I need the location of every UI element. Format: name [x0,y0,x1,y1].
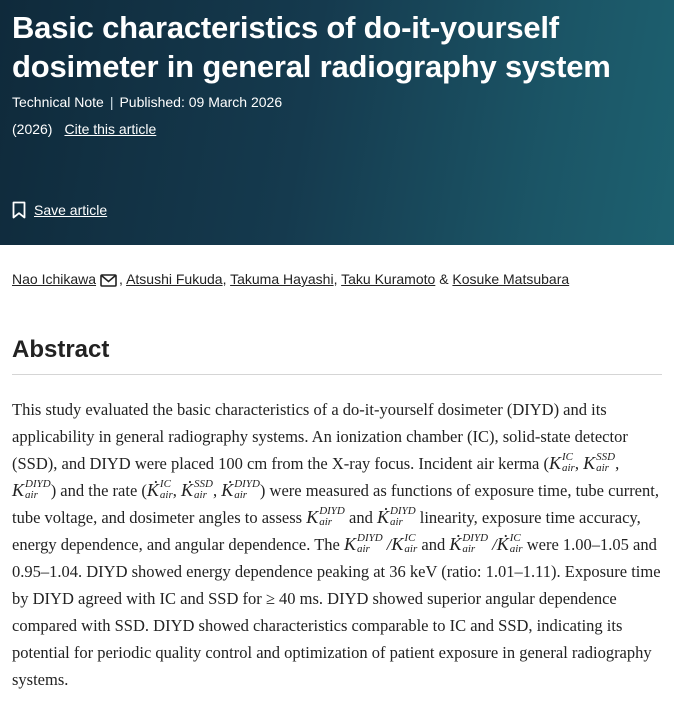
article-header [0,0,674,245]
article-title: Basic characteristics of do-it-yourself dosimeter in general radiography system [12,10,611,84]
email-icon[interactable] [100,272,117,292]
symbol-k-air-ssd: K SSD air [583,451,616,474]
save-article-button[interactable] [12,201,107,219]
author-connector: & [439,271,449,287]
bookmark-icon [12,201,26,219]
cite-article-link[interactable]: Cite this article [64,121,157,137]
author-link[interactable]: Kosuke Matsubara [452,271,570,287]
ratio-kdot-diyd-ic: · K DIYD air /· K IC air [449,535,522,554]
article-type: Technical Note [12,94,104,110]
article-citation [12,120,156,138]
symbol-kdot-air-diyd: · K DIYD air [377,508,416,527]
abstract-text: This study evaluated the basic characteristics of a do-it-yourself dosimeter (DIYD) and its applicability in general radiography systems. An ionization chamber (IC), solid-state detector (SSD), and DIYD were placed 100 cm from the X-ray focus. Incident air kerma (K IC air , K SSD air , K DIYD air ) and the rate (· K IC air , · K SSD air , · K DIYD air ) were measured as functions of exposure time, tube current, tube voltage, and dosimeter angles to assess K DIYD air and · K DIYD air linearity, exposure time accuracy, energy dependence, and angular dependence. The K DIYD air /K IC air and · K DIYD air /· K IC air were 1.00–1.05 and 0.95–1.04. DIYD showed energy dependence peaking at 36 keV (ratio: 1.01–1.11). Exposure time by DIYD agreed with IC and SSD for ≥ 40 ms. DIYD showed superior angular dependence compared with SSD. DIYD showed characteristics comparable to IC and SSD, indicating its potential for periodic quality control and optimization of patient exposure in general radiography systems. [12,396,662,693]
article-meta [12,93,282,111]
symbol-k-air-ic: K IC air [548,451,575,474]
author-list: Nao Ichikawa , Atsushi Fukuda, Takuma Hayashi, Taku Kuramoto & Kosuke Matsubara [12,269,569,292]
author-link[interactable]: Taku Kuramoto [341,271,436,287]
ratio-k-diyd-ic: K DIYD air /K IC air [343,532,418,555]
symbol-kdot-air-ssd: · K SSD air [181,481,213,500]
author-link[interactable]: Nao Ichikawa [12,271,97,287]
section-divider [12,374,662,375]
published-date: Published: 09 March 2026 [119,94,283,110]
meta-separator: | [109,94,114,110]
abstract-heading: Abstract [12,336,110,363]
symbol-kdot-air-diyd: · K DIYD air [221,481,260,500]
author-link[interactable]: Takuma Hayashi [230,271,334,287]
author-link[interactable]: Atsushi Fukuda [126,271,223,287]
symbol-k-air-diyd: K DIYD air [12,478,51,501]
symbol-kdot-air-ic: · K IC air [147,481,173,500]
symbol-k-air-diyd: K DIYD air [306,505,345,528]
save-article-label: Save article [34,202,108,218]
article-year: (2026) [12,121,53,137]
